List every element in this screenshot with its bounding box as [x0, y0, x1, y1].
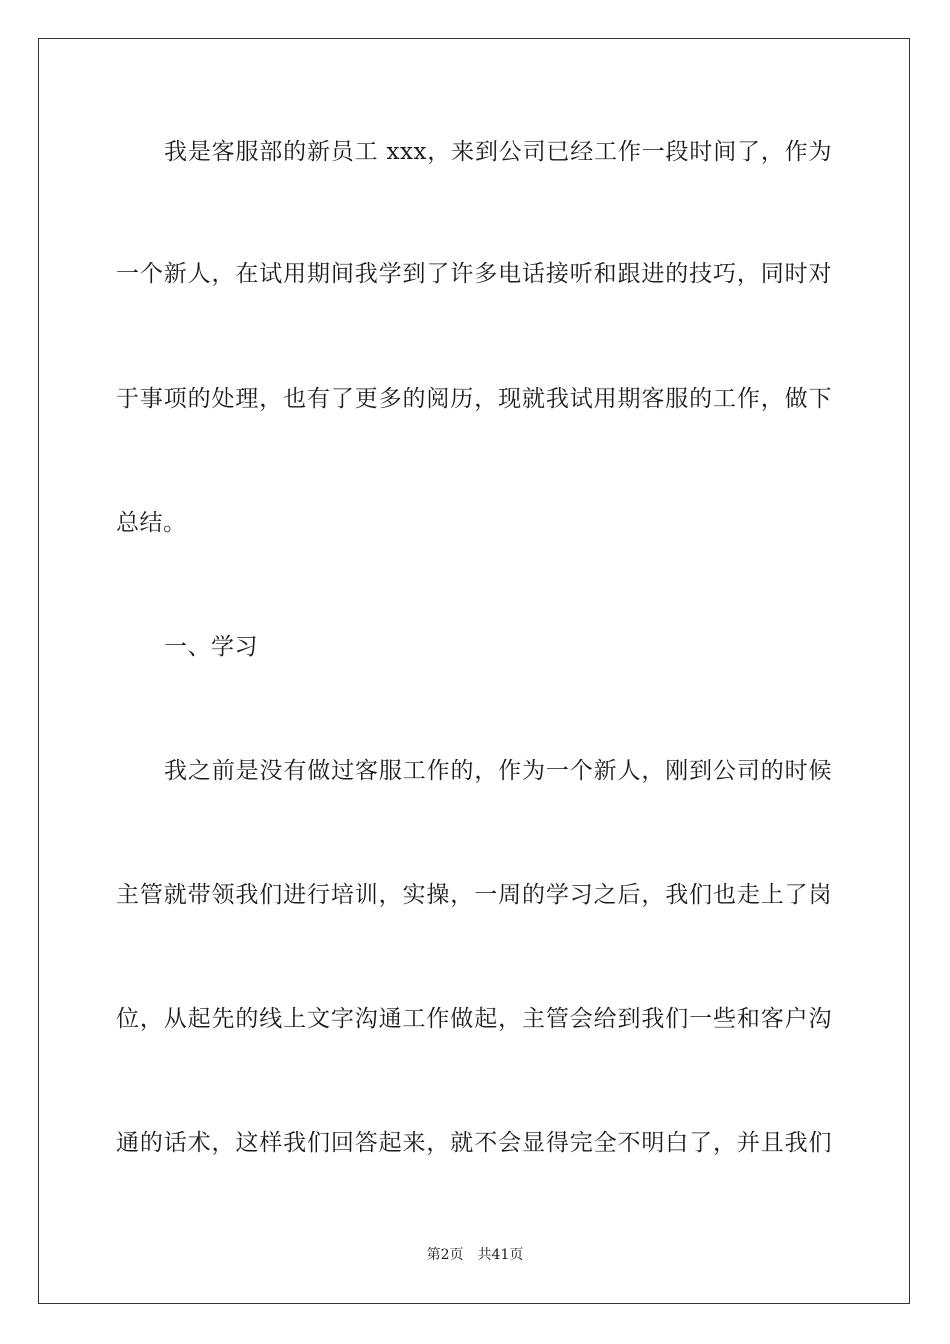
- paragraph-1-line-3: 于事项的处理，也有了更多的阅历，现就我试用期客服的工作，做下: [116, 386, 832, 412]
- paragraph-2-line-1: 我之前是没有做过客服工作的，作为一个新人，刚到公司的时候: [164, 758, 832, 784]
- paragraph-2-line-2: 主管就带领我们进行培训，实操，一周的学习之后，我们也走上了岗: [116, 882, 832, 908]
- page-total: 共41页: [477, 1247, 524, 1263]
- paragraph-1-line-2: 一个新人，在试用期间我学到了许多电话接听和跟进的技巧，同时对: [116, 261, 832, 287]
- page-footer: [0, 1245, 950, 1265]
- paragraph-1-line-4: 总结。: [116, 510, 187, 536]
- paragraph-2-line-4: 通的话术，这样我们回答起来，就不会显得完全不明白了，并且我们: [116, 1130, 832, 1156]
- page-number: 第2页: [426, 1247, 464, 1263]
- paragraph-2-line-3: 位，从起先的线上文字沟通工作做起，主管会给到我们一些和客户沟: [116, 1006, 832, 1032]
- section-heading-study: 一、学习: [164, 634, 258, 660]
- page-frame: [38, 38, 910, 1304]
- paragraph-1-line-1: 我是客服部的新员工 xxx，来到公司已经工作一段时间了，作为: [164, 139, 832, 165]
